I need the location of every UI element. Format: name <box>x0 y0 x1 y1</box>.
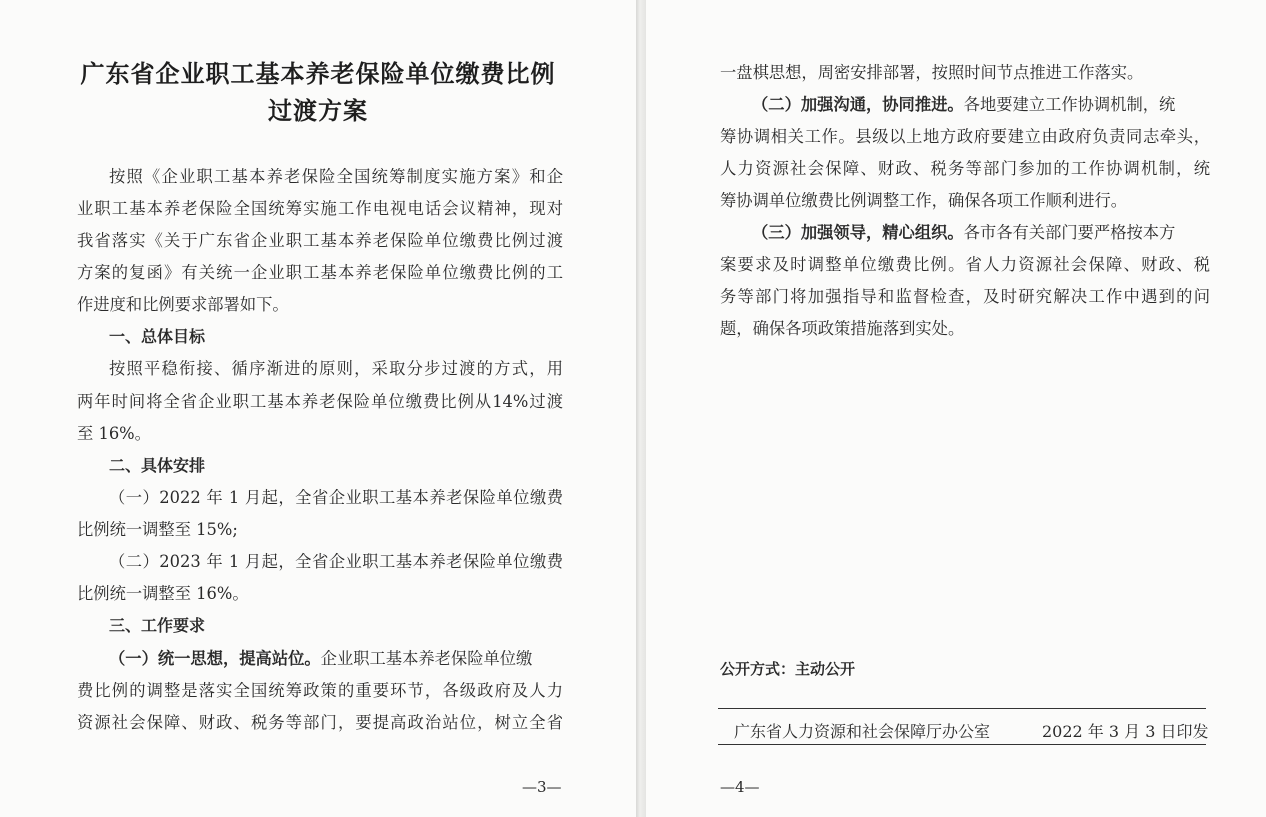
arrangement-line: 比例统一调整至 15%; <box>77 520 238 539</box>
requirement-line: 筹协调相关工作。县级以上地方政府要建立由政府负责同志牵头， <box>720 127 1210 146</box>
requirement-line: 人力资源社会保障、财政、税务等部门参加的工作协调机制，统 <box>720 159 1210 178</box>
requirement-line <box>752 94 1175 116</box>
arrangement-line: （一）2022 年 1 月起，全省企业职工基本养老保险单位缴费 <box>109 488 563 507</box>
goal-line: 至 16%。 <box>77 424 151 443</box>
requirement-line: 资源社会保障、财政、税务等部门，要提高政治站位，树立全省 <box>77 713 563 732</box>
section-heading: 二、具体安排 <box>109 456 206 475</box>
publicity-method: 公开方式：主动公开 <box>720 660 856 678</box>
section-heading: 一、总体目标 <box>109 327 206 346</box>
requirement-line: 务等部门将加强指导和监督检查，及时研究解决工作中遇到的问 <box>720 287 1210 306</box>
requirement-heading: （一）统一思想，提高站位。 <box>109 649 321 668</box>
continuation-line: 一盘棋思想，周密安排部署，按照时间节点推进工作落实。 <box>720 63 1144 82</box>
intro-line: 作进度和比例要求部署如下。 <box>77 295 289 314</box>
arrangement-line: 比例统一调整至 16%。 <box>77 584 249 603</box>
issuing-office: 广东省人力资源和社会保障厅办公室 <box>734 722 991 741</box>
document-title-line2: 过渡方案 <box>268 96 368 125</box>
book-gutter <box>636 0 646 817</box>
requirement-line <box>752 222 1175 244</box>
goal-line: 按照平稳衔接、循序渐进的原则，采取分步过渡的方式，用 <box>109 359 563 378</box>
issue-date: 2022 年 3 月 3 日印发 <box>1042 722 1209 741</box>
goal-line: 两年时间将全省企业职工基本养老保险单位缴费比例从14%过渡 <box>77 392 563 411</box>
requirement-heading: （二）加强沟通，协同推进。 <box>752 95 964 114</box>
requirement-line: 题，确保各项政策措施落到实处。 <box>720 319 965 338</box>
arrangement-line: （二）2023 年 1 月起，全省企业职工基本养老保险单位缴费 <box>109 552 563 571</box>
document-title-line1: 广东省企业职工基本养老保险单位缴费比例 <box>80 59 556 88</box>
section-heading: 三、工作要求 <box>109 616 206 635</box>
intro-line: 业职工基本养老保险全国统筹实施工作电视电话会议精神，现对 <box>77 199 563 218</box>
intro-line: 方案的复函》有关统一企业职工基本养老保险单位缴费比例的工 <box>77 263 563 282</box>
intro-line: 按照《企业职工基本养老保险全国统筹制度实施方案》和企 <box>109 167 563 186</box>
requirement-line: 筹协调单位缴费比例调整工作，确保各项工作顺利进行。 <box>720 191 1128 210</box>
right-page <box>646 0 1266 817</box>
requirement-line: 案要求及时调整单位缴费比例。省人力资源社会保障、财政、税 <box>720 255 1210 274</box>
requirement-text: 企业职工基本养老保险单位缴 <box>320 649 533 668</box>
requirement-line: 费比例的调整是落实全国统筹政策的重要环节，各级政府及人力 <box>77 681 563 700</box>
requirement-heading: （三）加强领导，精心组织。 <box>752 223 964 242</box>
page-number: —4— <box>720 778 760 796</box>
requirement-text: 各市各有关部门要严格按本方 <box>963 223 1176 242</box>
top-rule <box>718 708 1206 709</box>
intro-line: 我省落实《关于广东省企业职工基本养老保险单位缴费比例过渡 <box>77 231 563 250</box>
requirement-line <box>109 648 532 670</box>
requirement-text: 各地要建立工作协调机制，统 <box>963 95 1176 114</box>
bottom-rule <box>718 744 1206 745</box>
page-number: —3— <box>522 778 562 796</box>
